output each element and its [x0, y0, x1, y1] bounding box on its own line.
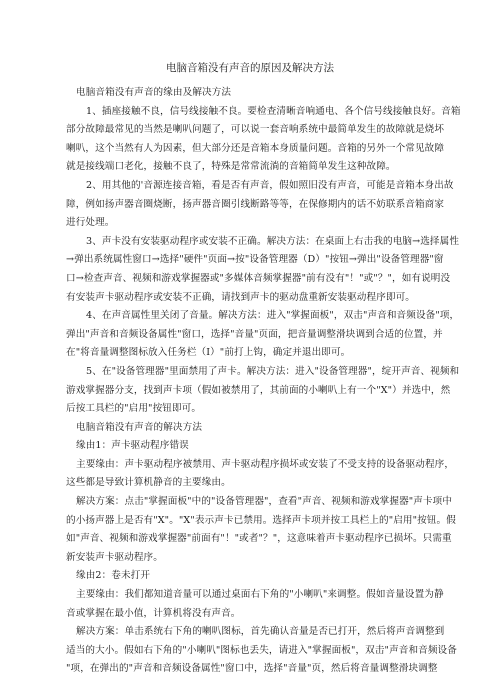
text-line: 障，例如扬声器音圈烧断，扬声器音圈引线断路等等，在保修期内的话不妨联系音箱商家: [66, 198, 445, 210]
text-line: 弹出"声音和音频设备属性"窗口，选择"音量"页面，把音量调整滑块调到合适的位置，并: [66, 328, 443, 340]
text-line: 音或掌握在最小值，计算机将没有声音。: [66, 607, 241, 619]
text-line: 电脑音箱没有声音的解决方法: [76, 421, 203, 433]
text-line: 3、声卡没有安装驱动程序或安装不正确。解决方法：在桌面上右击我的电脑→选择属性: [86, 235, 460, 247]
text-line: 适当的大小。假如右下角的"小喇叭"图标也丢失，请进入"掌握面板"，双击"声音和音频设备: [66, 644, 457, 656]
text-line: →弹出系统属性窗口→选择"硬件"页面→按"设备管理器（D）"按钮→弹出"设备管理器"窗: [66, 254, 444, 266]
text-line: 5、在"设备管理器"里面禁用了声卡。解决方法：进入"设备管理器"，绽开声音、视频和: [86, 365, 460, 377]
text-line: 2、用其他的'音源连接音箱，看是否有声音，假如照旧没有声音，可能是音箱本身出故: [86, 179, 454, 191]
text-line: 如"声音、视频和游戏掌握器"前面有"！"或者"？"，这意味着声卡驱动程序已损坏。只需重: [66, 533, 452, 545]
text-line: 解决方案：点击"掌握面板"中的"设备管理器"，查看"声音、视频和游戏掌握器"声卡项中: [76, 496, 453, 508]
text-line: 主要缘由：我们都知道音量可以通过桌面右下角的"小喇叭"来调整。假如音量设置为静: [76, 589, 444, 601]
text-line: 就是接线端口老化，接触不良了，特殊是常常流淌的音箱简单发生这种故障。: [66, 161, 396, 173]
text-line: 新安装声卡驱动程序。: [66, 551, 163, 563]
text-line: 4、在声音属性里关闭了音量。解决方法：进入"掌握面板"，双击"声音和音频设备"项，: [86, 310, 460, 322]
text-line: 喇叭，这个当然有人为因素，但大部分还是音箱本身质量问题。音箱的另外一个常见故障: [66, 142, 445, 154]
text-line: 的小扬声器上是否有"X"。"X"表示声卡已禁用。选择声卡项并按工具栏上的"启用"按钮。假: [66, 514, 456, 526]
text-line: 口→检查声音、视频和游戏掌握器或"多媒体音频掌握器"前有没有"！"或"？"，如有说明没: [66, 272, 451, 284]
text-line: 电脑音箱没有声音的缘由及解决方法: [76, 87, 232, 98]
text-line: 主要缘由：声卡驱动程序被禁用、声卡驱动程序损坏或安装了不受支持的设备驱动程序，: [76, 458, 455, 470]
text-line: 这些都是导致计算机静音的主要缘由。: [66, 477, 231, 489]
text-line: 解决方案：单击系统右下角的喇叭图标，首先确认音量是否已打开，然后将声音调整到: [76, 626, 445, 638]
text-line: 游戏掌握器分支，找到声卡项（假如被禁用了，其前面的小喇叭上有一个"X"）并选中，然: [66, 384, 451, 396]
text-line: 进行处理。: [66, 217, 115, 229]
text-line: "项，在弹出的"声音和音频设备属性"窗口中，选择"音量"页，然后将音量调整滑块调整: [66, 663, 438, 675]
text-line: 1、插座接触不良，信号线接触不良。要检查清晰音响通电、各个信号线接触良好。音箱: [86, 105, 461, 117]
text-line: 有安装声卡驱动程序或安装不正确，请找到声卡的驱动盘重新安装驱动程序即可。: [66, 291, 415, 303]
document-title: 电脑音箱没有声音的原因及解决方法: [166, 62, 334, 74]
text-line: 缘由2：卷未打开: [76, 570, 151, 582]
text-line: 在"将音量调整图标放入任务栏（I）"前打上钩，确定并退出即可。: [66, 347, 351, 359]
text-line: 后按工具栏的"启用"按钮即可。: [66, 403, 202, 415]
document-body: [66, 84, 461, 679]
text-line: 部分故障最常见的当然是喇叭问题了，可以说一套音响系统中最简单发生的故障就是烧坏: [66, 124, 445, 136]
text-line: 缘由1：声卡驱动程序错误: [76, 440, 189, 452]
